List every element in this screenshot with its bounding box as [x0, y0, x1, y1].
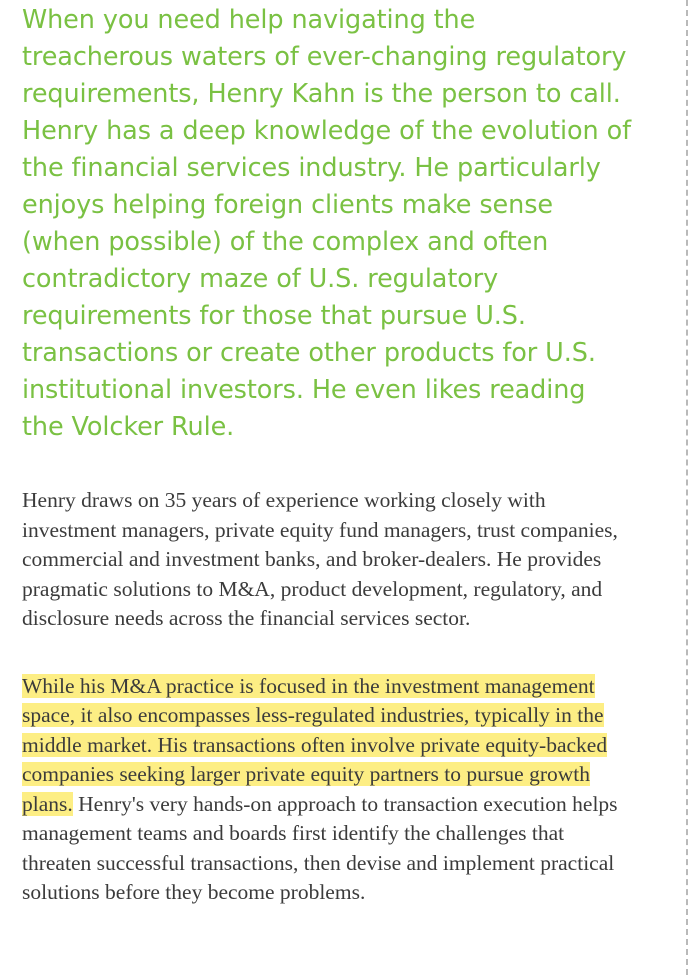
page-edge-rule: [686, 0, 688, 975]
highlighted-text: While his M&A practice is focused in the investment management space, it also encompasses less-regulated industries, typically in the middle market. His transactions often involve private equity-backed companies seeking larger private equity partners to pursue growth plans.: [22, 673, 608, 816]
body-paragraph-2: [22, 672, 632, 908]
body-paragraph-2-rest: Henry's very hands-on approach to transaction execution helps management teams and boards first identify the challenges that threaten successful transactions, then devise and implement practical solutions before they become problems.: [22, 791, 618, 904]
body-paragraph-1: Henry draws on 35 years of experience working closely with investment managers, private equity fund managers, trust companies, commercial and investment banks, and broker-dealers. He provides pragmatic solutions to M&A, product development, regulatory, and disclosure needs across the financial services sector.: [22, 488, 618, 630]
lede-paragraph: When you need help navigating the treacherous waters of ever-changing regulatory requirements, Henry Kahn is the person to call. Henry has a deep knowledge of the evolution of the financial services industry. He particularly enjoys helping foreign clients make sense (when possible) of the complex and often contradictory maze of U.S. regulatory requirements for those that pursue U.S. transactions or create other products for U.S. institutional investors. He even likes reading the Volcker Rule.: [22, 5, 631, 442]
